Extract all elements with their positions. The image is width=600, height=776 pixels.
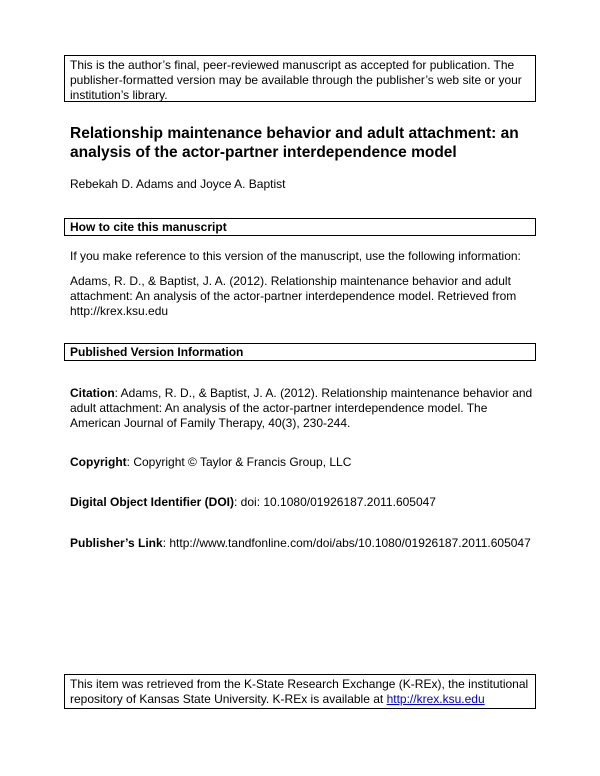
bottom-notice-text: This item was retrieved from the K-State Research Exchange (K-REx), the institutional repository of Kansas State University. K-REx is available at: [70, 677, 529, 706]
bottom-notice-box: [64, 674, 536, 709]
cite-section-heading: [64, 218, 536, 236]
citation-text: : Adams, R. D., & Baptist, J. A. (2012). Relationship maintenance behavior and adult attachment: An analysis of the actor-partner interdependence model. The American Journal of Family Therapy, 40(3), 230-244.: [70, 386, 533, 430]
krex-link[interactable]: http://krex.ksu.edu: [386, 692, 485, 706]
cite-reference: Adams, R. D., & Baptist, J. A. (2012). Relationship maintenance behavior and adult attachment: An analysis of the actor-partner interdependence model. Retrieved from http://krex.ksu.edu: [70, 274, 517, 318]
cite-intro: If you make reference to this version of the manuscript, use the following information:: [70, 249, 521, 263]
published-section-heading: [64, 343, 536, 361]
top-notice-box: [64, 55, 536, 102]
publisher-link-label: Publisher’s Link: [70, 536, 163, 550]
citation-label: Citation: [70, 386, 115, 400]
doi-label: Digital Object Identifier (DOI): [70, 495, 235, 509]
published-heading-text: Published Version Information: [70, 345, 244, 359]
doi-text: : doi: 10.1080/01926187.2011.605047: [234, 495, 436, 509]
publisher-link-paragraph: [70, 536, 535, 551]
document-title: Relationship maintenance behavior and adult attachment: an analysis of the actor-partner interdependence model: [70, 125, 519, 161]
citation-paragraph: [70, 386, 535, 431]
authors: Rebekah D. Adams and Joyce A. Baptist: [70, 177, 286, 191]
doi-paragraph: [70, 495, 535, 510]
publisher-link-text: : http://www.tandfonline.com/doi/abs/10.1080/01926187.2011.605047: [162, 536, 531, 550]
copyright-label: Copyright: [70, 455, 127, 469]
cite-heading-text: How to cite this manuscript: [70, 220, 227, 234]
top-notice-text: This is the author’s final, peer-reviewed manuscript as accepted for publication. The publisher-formatted version may be available through the publisher’s web site or your institution’s library.: [70, 58, 522, 102]
copyright-paragraph: [70, 455, 535, 470]
copyright-text: : Copyright © Taylor & Francis Group, LLC: [126, 455, 352, 469]
